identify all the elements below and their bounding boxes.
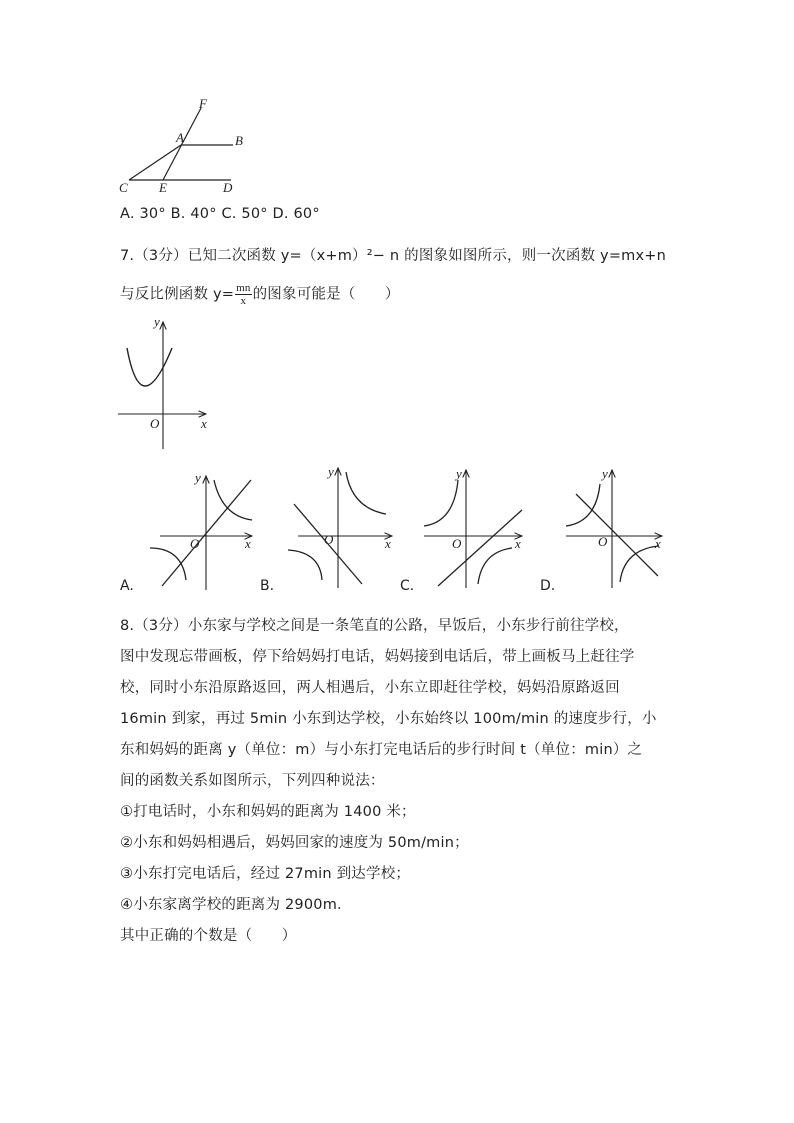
fraction-numerator: mn [236,282,251,294]
q7-line2-pre: 与反比例函数 y= [120,286,235,303]
q8-line-2: 图中发现忘带画板，停下给妈妈打电话，妈妈接到电话后，带上画板马上赶往学 [120,649,635,665]
q8-line-4: 16min 到家，再过 5min 小东到达学校，小东始终以 100m/min 的速度步行，小 [120,711,657,727]
q8-statement-1: ①打电话时，小东和妈妈的距离为 1400 米； [120,804,416,820]
q8-statement-4: ④小东家离学校的距离为 2900m． [120,897,352,913]
q7-option-d-graph [558,466,683,591]
option-a-label: A. [120,578,134,594]
axis-x-label: x [655,536,661,551]
q8-line-1: 8.（3分）小东家与学校之间是一条笔直的公路，早饭后，小东步行前往学校， [120,618,629,634]
axis-y-label: y [328,464,334,479]
origin-label: O [452,536,462,551]
origin-label: O [324,532,334,547]
axis-y-label: y [456,466,462,481]
origin-label: O [598,534,608,549]
axis-x-label: x [515,536,521,551]
q8-statement-3: ③小东打完电话后，经过 27min 到达学校； [120,866,411,882]
label-D: D [223,180,233,195]
q7-line1: 7.（3分）已知二次函数 y=（x+m）²− n 的图象如图所示，则一次函数 y=mx+n [120,248,667,264]
option-b-label: B. [260,578,275,594]
axis-y-label: y [602,466,608,481]
q8-line-5: 东和妈妈的距离 y（单位：m）与小东打完电话后的步行时间 t（单位：min）之 [120,742,643,758]
fraction-denominator: x [240,295,247,307]
axis-x-label: x [385,536,391,551]
origin-label: O [150,416,160,431]
axis-x-label: x [245,536,251,551]
option-d-label: D. [540,578,556,594]
axis-y-label: y [154,314,160,329]
origin-label: O [190,536,200,551]
q7-line2-post: 的图象可能是（ ） [252,286,400,303]
q7-line2 [120,282,400,307]
q8-question: 其中正确的个数是（ ） [120,928,297,944]
label-A: A [176,130,184,145]
option-c-label: C. [400,578,415,594]
axis-x-label: x [201,416,207,431]
q7-option-a-graph [138,468,263,593]
q7-option-c-graph [418,466,543,591]
q8-line-6: 间的函数关系如图所示，下列四种说法： [120,773,385,789]
axis-y-label: y [195,470,201,485]
q8-statement-2: ②小东和妈妈相遇后，妈妈回家的速度为 50m/min； [120,835,469,851]
q7-parabola-graph [118,316,218,451]
label-F: F [199,96,207,111]
q7-option-b-graph [282,464,407,589]
q8-line-3: 校，同时小东沿原路返回，两人相遇后，小东立即赶往学校，妈妈沿原路返回 [120,680,620,696]
label-C: C [119,180,128,195]
label-E: E [159,180,167,195]
q6-geometry-figure [115,96,265,196]
label-B: B [235,133,243,148]
q6-options: A. 30° B. 40° C. 50° D. 60° [120,206,320,222]
fraction-mn-over-x [235,282,251,307]
